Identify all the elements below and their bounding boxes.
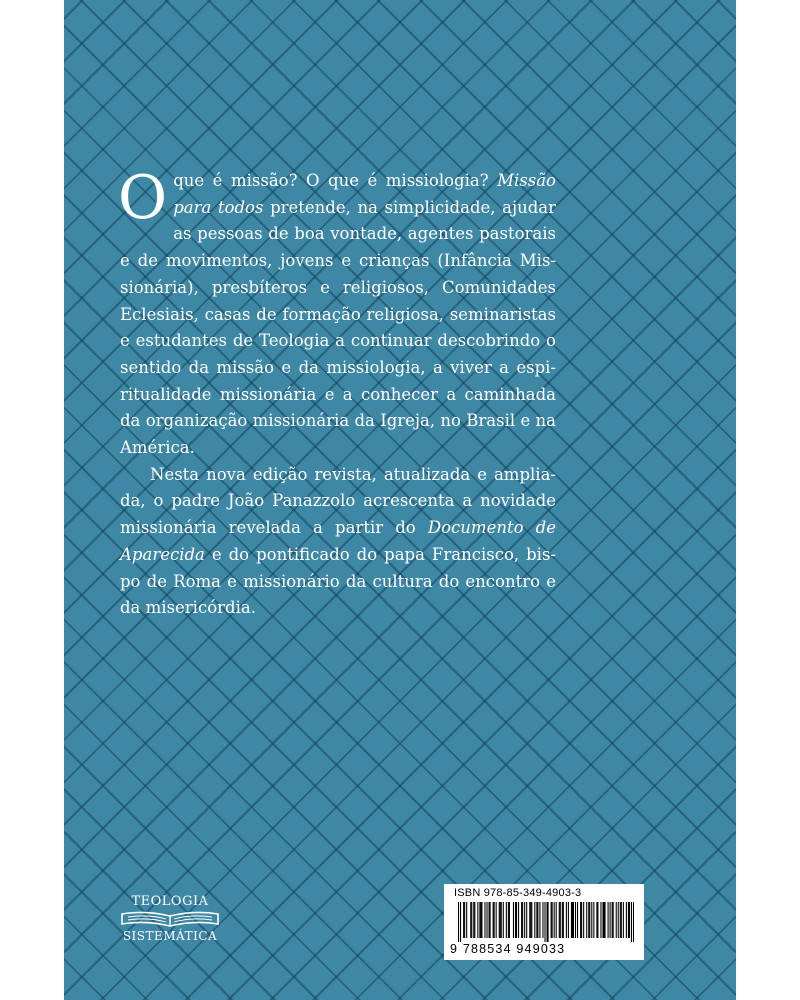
barcode-bar [518, 902, 519, 938]
barcode-bar [556, 902, 557, 938]
synopsis-paragraph-2 [120, 462, 556, 622]
barcode-bars [458, 902, 634, 942]
barcode-bar [463, 902, 464, 938]
barcode-bar [479, 902, 480, 938]
barcode-bar [583, 902, 584, 938]
barcode-bar [484, 902, 485, 938]
barcode-bar [516, 902, 517, 938]
barcode-bar [577, 902, 578, 938]
barcode-bar [597, 902, 598, 938]
barcode-bar [589, 902, 590, 938]
barcode-bar [626, 902, 627, 938]
synopsis-paragraph-1 [118, 163, 556, 462]
barcode-bar [572, 902, 573, 938]
barcode-bar [489, 902, 490, 938]
barcode-bar [496, 902, 497, 938]
barcode-bar [596, 902, 597, 938]
barcode-bar [602, 902, 603, 938]
barcode-bar [562, 902, 563, 938]
synopsis [118, 163, 556, 622]
barcode-bar [616, 902, 617, 938]
barcode-bar [471, 902, 472, 938]
barcode-bar [526, 902, 527, 938]
barcode-bar [466, 902, 467, 938]
barcode-bar [586, 902, 587, 938]
book-title-italic: Missão para todos [173, 171, 556, 217]
barcode-bar [612, 902, 613, 938]
barcode-bar [494, 902, 495, 938]
barcode-bar [623, 902, 624, 938]
barcode-bar [477, 902, 478, 938]
barcode-bar [571, 902, 572, 938]
barcode-bar [529, 902, 530, 938]
barcode-bar [464, 902, 465, 938]
isbn-label: ISBN 978-85-349-4903-3 [454, 887, 582, 899]
barcode-bar [568, 902, 569, 938]
barcode-bar [515, 902, 516, 938]
barcode-bar [536, 902, 537, 938]
barcode-bar [593, 902, 594, 938]
barcode-bar [522, 902, 523, 938]
barcode-bar [633, 902, 634, 942]
barcode-bar [552, 902, 553, 938]
barcode-bar [480, 902, 481, 938]
barcode-bar [573, 902, 574, 938]
barcode-bar [503, 902, 504, 938]
series-logo-top: TEOLOGIA [131, 894, 209, 909]
series-logo-bottom: SISTEMÁTICA [122, 929, 218, 943]
barcode-bar [559, 902, 560, 938]
barcode-bar [575, 902, 576, 938]
barcode-bar [506, 902, 507, 938]
barcode-bar [460, 902, 461, 942]
barcode-digits: 9 788534 949033 [450, 942, 566, 956]
barcode-bar [591, 902, 592, 938]
barcode-bar [620, 902, 621, 938]
barcode-bar [603, 902, 604, 938]
barcode-bar [531, 902, 532, 938]
barcode-bar [581, 902, 582, 938]
barcode-bar [618, 902, 619, 938]
drop-cap: O [118, 163, 168, 233]
barcode-bar [521, 902, 522, 938]
barcode-bar [548, 902, 549, 942]
barcode-bar [610, 902, 611, 938]
barcode-bar [544, 902, 545, 942]
para1-rest: pretende, na simplicidade, ajudar as pessoas de boa vontade, agentes pastorais e de movimentos, jovens e crianças (Infância Missionária), presbíteros e religiosos, Comunidades Eclesiais, casas de formação religiosa, seminaristas e estudantes de Teologia a continuar descobrindo o sentido da missão e da missiologia, a viver a espiritualidade missionária e a conhecer a caminhada da organização missionária da Igreja, no Brasil e na América. [120, 197, 556, 458]
barcode-bar [628, 902, 629, 938]
barcode-bar [493, 902, 494, 938]
barcode-bar [501, 902, 502, 938]
barcode-bar [613, 902, 614, 938]
barcode-bar [490, 902, 491, 938]
barcode-bar [474, 902, 475, 938]
barcode-bar [499, 902, 500, 938]
para2-lead: Nesta nova edição revista, atualizada e ampliada, o padre João Panazzolo acrescenta a novidade missionária revelada a partir do [120, 464, 556, 538]
barcode-bar [470, 902, 471, 938]
para2-rest: e do pontificado do papa Francisco, bispo de Roma e missionário da cultura do encontro e da misericórdia. [120, 544, 556, 618]
barcode-bar [486, 902, 487, 938]
barcode-bar [547, 902, 548, 942]
barcode-bar [621, 902, 622, 938]
barcode-bar [554, 902, 555, 938]
barcode-bar [566, 902, 567, 938]
para1-lead: que é missão? O que é missiologia? [173, 171, 489, 190]
barcode-bar [631, 902, 632, 942]
barcode-bar [530, 902, 531, 938]
barcode-bar [458, 902, 459, 942]
barcode-bar [588, 902, 589, 938]
barcode-bar [537, 902, 538, 938]
isbn-barcode [444, 884, 644, 960]
series-logo [110, 894, 230, 954]
barcode-bar [629, 902, 630, 938]
barcode-bar [600, 902, 601, 938]
barcode-bar [500, 902, 501, 938]
barcode-bar [534, 902, 535, 938]
barcode-bar [605, 902, 606, 938]
barcode-bar [513, 902, 514, 938]
barcode-bar [542, 902, 543, 938]
barcode-bar [560, 902, 561, 938]
barcode-bar [508, 902, 509, 938]
barcode-bar [481, 902, 482, 938]
open-book-icon [120, 910, 220, 928]
barcode-bar [473, 902, 474, 938]
barcode-bar [539, 902, 540, 938]
barcode-bar [524, 902, 525, 938]
barcode-bar [551, 902, 552, 938]
barcode-bar [509, 902, 510, 938]
barcode-bar [608, 902, 609, 938]
barcode-bar [563, 902, 564, 938]
barcode-bar [580, 902, 581, 938]
document-title-italic: Documento de Aparecida [120, 518, 556, 564]
